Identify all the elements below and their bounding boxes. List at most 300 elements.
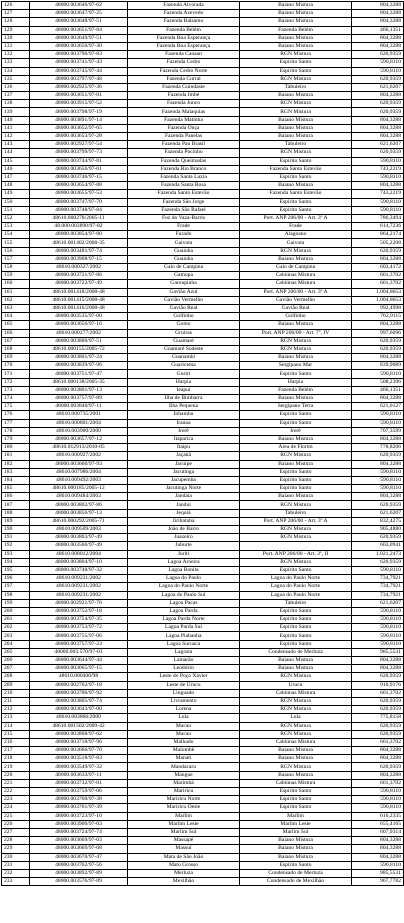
table-row: [2, 272, 404, 280]
value-cell: 620,9359: [352, 247, 404, 255]
value-cell: 620,9359: [352, 722, 404, 730]
field-name: João de Barro: [128, 526, 240, 534]
row-number: 207: [2, 665, 30, 673]
process-id: 48000.003757/97-23: [30, 640, 128, 648]
field-name: Fazenda Rio Branco: [128, 165, 240, 173]
field-name: Lamarão: [128, 657, 240, 665]
table-row: [2, 10, 404, 18]
region-name: RGN Mistura: [240, 149, 352, 157]
row-number: 159: [2, 272, 30, 280]
value-cell: 590,8110: [352, 566, 404, 574]
table-row: [2, 59, 404, 67]
row-number: 152: [2, 214, 30, 222]
process-id: 48000.003649/97-51: [30, 34, 128, 42]
row-number: 216: [2, 738, 30, 746]
region-name: Port. ANP 206/00 - Art. 3º, II: [240, 550, 352, 558]
value-cell: 967,7782: [352, 878, 404, 886]
row-number: 173: [2, 386, 30, 394]
value-cell: 992,4998: [352, 304, 404, 312]
region-name: Espírito Santo: [240, 419, 352, 427]
process-id: 48000.003670/97-47: [30, 853, 128, 861]
field-name: Golfinho: [128, 313, 240, 321]
table-row: [2, 730, 404, 738]
region-name: Espírito Santo: [240, 640, 352, 648]
process-id: 48610.003866/2000: [30, 714, 128, 722]
table-row: [2, 616, 404, 624]
row-number: 162: [2, 296, 30, 304]
value-cell: 775,8158: [352, 714, 404, 722]
value-cell: 590,8110: [352, 411, 404, 419]
table-row: [2, 116, 404, 124]
process-id: 48000.003804/97-10: [30, 558, 128, 566]
table-row: [2, 526, 404, 534]
table-row: [2, 820, 404, 828]
value-cell: 620,9359: [352, 100, 404, 108]
table-row: [2, 247, 404, 255]
region-name: RGN Mistura: [240, 730, 352, 738]
table-row: [2, 878, 404, 886]
field-name: Guaiuba: [128, 255, 240, 263]
field-name: Lagoa do Paulo Norte: [128, 583, 240, 591]
process-id: 48000.003650/97-30: [30, 42, 128, 50]
row-number: 185: [2, 485, 30, 493]
field-name: Lagoa Pacas: [128, 599, 240, 607]
region-name: Cabiúnas Mistura: [240, 779, 352, 787]
process-id: 48610.009484/2003: [30, 493, 128, 501]
row-number: 233: [2, 878, 30, 886]
value-cell: 661,3702: [352, 272, 404, 280]
value-cell: 620,9359: [352, 673, 404, 681]
table-row: [2, 34, 404, 42]
row-number: 204: [2, 640, 30, 648]
process-id: 48000.003652/97-65: [30, 124, 128, 132]
row-number: 128: [2, 18, 30, 26]
row-number: 150: [2, 198, 30, 206]
value-cell: 997,6096: [352, 329, 404, 337]
table-row: [2, 706, 404, 714]
table-row: [2, 435, 404, 443]
field-name: Jiribatuba: [128, 517, 240, 525]
value-cell: 985,5531: [352, 869, 404, 877]
region-name: Baiano Mistura: [240, 460, 352, 468]
row-number: 160: [2, 280, 30, 288]
region-name: RGN Mistura: [240, 558, 352, 566]
region-name: Baiano Mistura: [240, 771, 352, 779]
process-id: 48610.009492/2003: [30, 476, 128, 484]
value-cell: 590,8110: [352, 206, 404, 214]
value-cell: 804,3288: [352, 460, 404, 468]
value-cell: 804,3288: [352, 435, 404, 443]
row-number: 157: [2, 255, 30, 263]
row-number: 208: [2, 673, 30, 681]
table-row: [2, 75, 404, 83]
process-id: 48000.003796/97-83: [30, 51, 128, 59]
row-number: 214: [2, 722, 30, 730]
row-number: 218: [2, 755, 30, 763]
value-cell: 804,3288: [352, 665, 404, 673]
process-id: 48000.003560/97-49: [30, 542, 128, 550]
field-name: Gavião Azul: [128, 288, 240, 296]
process-id: 48000.003747/97-70: [30, 198, 128, 206]
process-id: 48000.003839/97-96: [30, 362, 128, 370]
field-name: Inhambu: [128, 411, 240, 419]
process-id: 48000.002762/97-18: [30, 681, 128, 689]
region-name: Espírito Santo: [240, 566, 352, 574]
value-cell: 620,9359: [352, 51, 404, 59]
process-id: 48000.003854/97-80: [30, 231, 128, 239]
table-row: [2, 714, 404, 722]
row-number: 161: [2, 288, 30, 296]
row-number: 200: [2, 607, 30, 615]
row-number: 127: [2, 10, 30, 18]
region-name: RGN Mistura: [240, 722, 352, 730]
value-cell: 734,7921: [352, 583, 404, 591]
region-name: RGN Mistura: [240, 697, 352, 705]
row-number: 131: [2, 42, 30, 50]
row-number: 206: [2, 657, 30, 665]
process-id: 48610.000292/2005-71: [30, 517, 128, 525]
value-cell: 590,8110: [352, 796, 404, 804]
region-name: Baiano Mistura: [240, 435, 352, 443]
region-name: Baiano Mistura: [240, 116, 352, 124]
field-name: Mariricu Norte: [128, 796, 240, 804]
table-row: [2, 509, 404, 517]
process-id: 48000.003801/97-24: [30, 354, 128, 362]
table-row: [2, 108, 404, 116]
value-cell: 590,8110: [352, 788, 404, 796]
row-number: 158: [2, 264, 30, 272]
field-name: Jacupemba: [128, 476, 240, 484]
region-name: RGN Mistura: [240, 452, 352, 460]
value-cell: 590,8110: [352, 485, 404, 493]
field-name: Mangue: [128, 771, 240, 779]
value-cell: 661,3702: [352, 689, 404, 697]
value-cell: 778,8206: [352, 444, 404, 452]
value-cell: 655,4165: [352, 820, 404, 828]
field-name: Fazenda Santo Estevão: [128, 190, 240, 198]
value-cell: 1.004,8653: [352, 288, 404, 296]
process-id: 48000.003741/97-43: [30, 59, 128, 67]
process-id: 48610.001415/2008-48: [30, 296, 128, 304]
value-cell: 620,9359: [352, 345, 404, 353]
process-id: 48000.003651/97-01: [30, 92, 128, 100]
table-row: [2, 738, 404, 746]
table-row: [2, 501, 404, 509]
region-name: Fazenda Belém: [240, 26, 352, 34]
region-name: Espírito Santo: [240, 411, 352, 419]
field-name: Leste do Poço Xavier: [128, 673, 240, 681]
value-cell: 508,2396: [352, 378, 404, 386]
field-name: Gruiras: [128, 329, 240, 337]
process-id: 48000.003655/97-53: [30, 190, 128, 198]
row-number: 178: [2, 427, 30, 435]
process-id: 48000.003748/97-32: [30, 566, 128, 574]
region-name: RGN Mistura: [240, 337, 352, 345]
table-row: [2, 362, 404, 370]
row-number: 225: [2, 812, 30, 820]
field-name: Harpia: [128, 378, 240, 386]
value-cell: 590,8110: [352, 157, 404, 165]
field-name: Garoupinha: [128, 280, 240, 288]
table-row: [2, 583, 404, 591]
row-number: 189: [2, 517, 30, 525]
table-row: [2, 133, 404, 141]
field-name: Mandacaru: [128, 763, 240, 771]
table-row: [2, 599, 404, 607]
region-name: RGN Mistura: [240, 100, 352, 108]
row-number: 154: [2, 231, 30, 239]
table-row: [2, 804, 404, 812]
table-row: [2, 476, 404, 484]
region-name: Fazenda Santo Estevão: [240, 190, 352, 198]
table-row: [2, 689, 404, 697]
process-id: 48000.003760/97-38: [30, 796, 128, 804]
process-id: 48610.001502/2009-42: [30, 722, 128, 730]
process-id: 48610.000138/2005-35: [30, 378, 128, 386]
value-cell: 762,9115: [352, 313, 404, 321]
value-cell: 620,9359: [352, 337, 404, 345]
row-number: 142: [2, 133, 30, 141]
process-id: 48000.003633/97-11: [30, 771, 128, 779]
value-cell: 661,3702: [352, 738, 404, 746]
process-id: 48000.003746/97-15: [30, 173, 128, 181]
row-number: 219: [2, 763, 30, 771]
region-name: Condensado de Merluza: [240, 648, 352, 656]
field-name: Livramento: [128, 697, 240, 705]
row-number: 156: [2, 247, 30, 255]
region-name: Tabuleiro: [240, 83, 352, 91]
process-id: 48000.003481/97-74: [30, 247, 128, 255]
table-row: [2, 354, 404, 362]
table-row: [2, 214, 404, 222]
table-row: [2, 370, 404, 378]
value-cell: 621,6207: [352, 599, 404, 607]
field-name: Fazenda Boa Esperança: [128, 42, 240, 50]
process-id: 48000.003656/97-01: [30, 165, 128, 173]
value-cell: 786,3494: [352, 214, 404, 222]
value-cell: 620,9359: [352, 763, 404, 771]
table-row: [2, 444, 404, 452]
row-number: 153: [2, 223, 30, 231]
table-row: [2, 378, 404, 386]
region-name: Baiano Mistura: [240, 321, 352, 329]
process-id: 48000.003891/97-14: [30, 116, 128, 124]
table-row: [2, 747, 404, 755]
row-number: 191: [2, 534, 30, 542]
process-id: 48000.003757/97-89: [30, 395, 128, 403]
process-id: 48000.002925/97-36: [30, 83, 128, 91]
row-number: 143: [2, 141, 30, 149]
process-id: 48000.003915/97-52: [30, 100, 128, 108]
value-cell: 505,2208: [352, 239, 404, 247]
value-cell: 621,6207: [352, 509, 404, 517]
region-name: Fazenda Santo Estevão: [240, 165, 352, 173]
process-id: 48610.001418/2008-48: [30, 288, 128, 296]
row-number: 215: [2, 730, 30, 738]
row-number: 229: [2, 845, 30, 853]
process-id: 48000.003653/97-28: [30, 133, 128, 141]
row-number: 144: [2, 149, 30, 157]
field-name: Lagoa do Paulo Sul: [128, 591, 240, 599]
table-row: [2, 566, 404, 574]
process-id: 48.000.003890/97-82: [30, 223, 128, 231]
process-id: 48000.003721/97-86: [30, 272, 128, 280]
field-name: Ilha Pequena: [128, 403, 240, 411]
row-number: 201: [2, 616, 30, 624]
process-id: 48000.003644/97-44: [30, 657, 128, 665]
table-row: [2, 304, 404, 312]
field-name: Lagoa Piabanha: [128, 632, 240, 640]
region-name: Cabiúnas Mistura: [240, 272, 352, 280]
table-row: [2, 427, 404, 435]
region-name: Golfinho: [240, 313, 352, 321]
field-name: Lagoa Parda Norte: [128, 616, 240, 624]
row-number: 221: [2, 779, 30, 787]
process-id: 48610.000927/2002: [30, 452, 128, 460]
region-name: Espírito Santo: [240, 198, 352, 206]
process-id: 48610.001402/2008-35: [30, 239, 128, 247]
table-body: [2, 2, 404, 886]
process-id: 48000.003651/97-84: [30, 26, 128, 34]
process-id: 48000.003803/97-49: [30, 534, 128, 542]
row-number: 192: [2, 542, 30, 550]
table-row: [2, 697, 404, 705]
value-cell: 620,9359: [352, 534, 404, 542]
value-cell: 590,8110: [352, 67, 404, 75]
value-cell: 620,9359: [352, 706, 404, 714]
process-id: 48000.003800/97-51: [30, 337, 128, 345]
row-number: 184: [2, 476, 30, 484]
process-id: 48000.003908/97-15: [30, 255, 128, 263]
region-name: Irerê: [240, 427, 352, 435]
table-row: [2, 665, 404, 673]
process-id: 48000.003759/97-06: [30, 788, 128, 796]
table-row: [2, 673, 404, 681]
field-name: Fazenda São Jorge: [128, 198, 240, 206]
row-number: 186: [2, 493, 30, 501]
value-cell: 661,3702: [352, 779, 404, 787]
field-name: Ieapuí: [128, 386, 240, 394]
table-row: [2, 493, 404, 501]
region-name: RGN Mistura: [240, 706, 352, 714]
field-name: Fazenda Malaquias: [128, 108, 240, 116]
value-cell: 804,3288: [352, 255, 404, 263]
row-number: 209: [2, 681, 30, 689]
table-row: [2, 173, 404, 181]
table-row: [2, 788, 404, 796]
table-row: [2, 329, 404, 337]
field-name: Marimbá: [128, 779, 240, 787]
field-name: Jandui: [128, 501, 240, 509]
row-number: 139: [2, 108, 30, 116]
value-cell: 661,3702: [352, 280, 404, 288]
table-row: [2, 42, 404, 50]
table-row: [2, 239, 404, 247]
value-cell: 804,3288: [352, 837, 404, 845]
process-id: 48000.003647/97-25: [30, 10, 128, 18]
region-name: Espírito Santo: [240, 804, 352, 812]
field-name: Massapê: [128, 837, 240, 845]
process-id: 48610.009231/2002: [30, 575, 128, 583]
value-cell: 804,3288: [352, 493, 404, 501]
field-name: Mato Grosso: [128, 861, 240, 869]
region-name: Marlim Leste: [240, 820, 352, 828]
table-row: [2, 345, 404, 353]
value-cell: 804,3288: [352, 395, 404, 403]
process-id: 48000.003724/97-74: [30, 828, 128, 836]
field-name: Juriti: [128, 550, 240, 558]
table-row: [2, 460, 404, 468]
region-name: RGN Mistura: [240, 763, 352, 771]
field-name: Fazenda Pau Brasil: [128, 141, 240, 149]
process-id: 48610.008012/2004: [30, 550, 128, 558]
table-row: [2, 640, 404, 648]
region-name: Espírito Santo: [240, 485, 352, 493]
process-id: 48000.002927/97-54: [30, 141, 128, 149]
value-cell: 614,7236: [352, 223, 404, 231]
table-row: [2, 763, 404, 771]
table-row: [2, 83, 404, 91]
region-name: Espírito Santo: [240, 59, 352, 67]
row-number: 174: [2, 395, 30, 403]
region-name: RGN Mistura: [240, 108, 352, 116]
value-cell: 1.021,2473: [352, 550, 404, 558]
process-id: 48000.003762/97-56: [30, 861, 128, 869]
row-number: 231: [2, 861, 30, 869]
row-number: 199: [2, 599, 30, 607]
field-name: Lagoa Suruaca: [128, 640, 240, 648]
table-row: [2, 198, 404, 206]
process-id: 48000.003722/97-49: [30, 280, 128, 288]
table-row: [2, 812, 404, 820]
region-name: Baiano Mistura: [240, 133, 352, 141]
table-row: [2, 255, 404, 263]
region-name: Alagoano: [240, 231, 352, 239]
value-cell: 804,3288: [352, 321, 404, 329]
value-cell: 864,2174: [352, 231, 404, 239]
row-number: 149: [2, 190, 30, 198]
process-id: 48610.000277/2002: [30, 329, 128, 337]
region-name: Cabiúnas Mistura: [240, 689, 352, 697]
row-number: 194: [2, 558, 30, 566]
process-id: 48610.009231/2002: [30, 591, 128, 599]
process-id: 48000.003752/97-18: [30, 607, 128, 615]
value-cell: 590,8110: [352, 624, 404, 632]
value-cell: 590,8110: [352, 640, 404, 648]
field-name: Fazenda Onça: [128, 124, 240, 132]
value-cell: 603,4172: [352, 264, 404, 272]
row-number: 146: [2, 165, 30, 173]
field-name: Fazenda Matinha: [128, 116, 240, 124]
field-name: Lula: [128, 714, 240, 722]
table-row: [2, 837, 404, 845]
process-id: 48610.000327/2002: [30, 264, 128, 272]
value-cell: 804,3288: [352, 18, 404, 26]
table-row: [2, 828, 404, 836]
region-name: Lagoa do Paulo Norte: [240, 591, 352, 599]
field-name: Fazenda Canaan: [128, 51, 240, 59]
process-id: 48610.000155/2005-72: [30, 345, 128, 353]
region-name: Port. ANP 206/00 - Art. 7º, IV: [240, 329, 352, 337]
table-row: [2, 296, 404, 304]
table-row: [2, 231, 404, 239]
region-name: Marlim Sul: [240, 828, 352, 836]
process-id: 48000.003732/97-01: [30, 779, 128, 787]
process-id: 48000.003.570/97-01: [30, 648, 128, 656]
table-row: [2, 722, 404, 730]
region-name: Espírito Santo: [240, 67, 352, 75]
region-name: Galo de Campina: [240, 264, 352, 272]
